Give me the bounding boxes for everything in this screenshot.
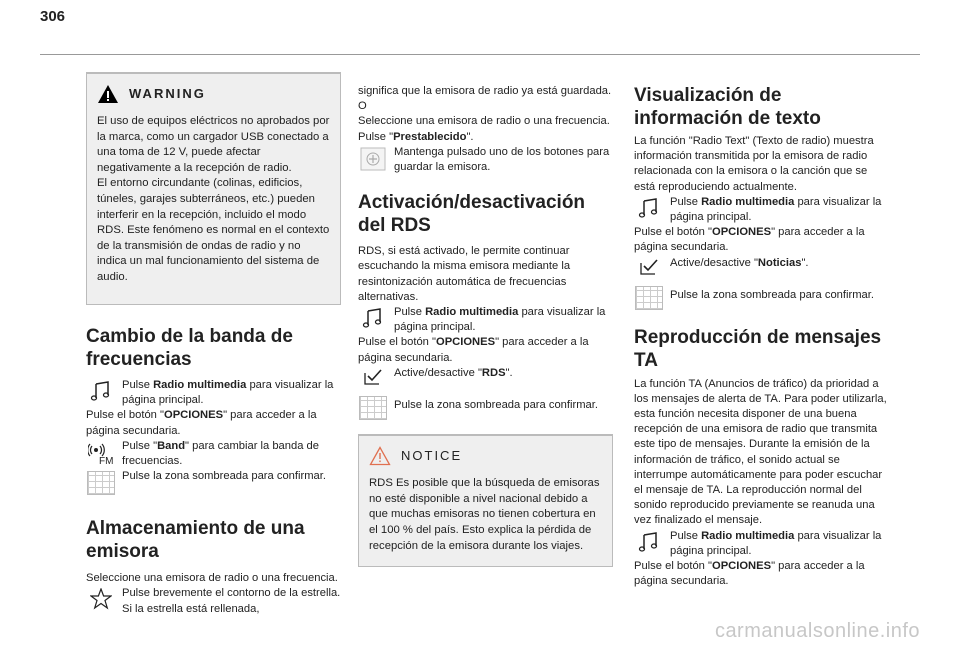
notice-triangle-icon [369, 446, 391, 466]
header-rule [40, 54, 920, 55]
site-watermark: carmanualsonline.info [714, 620, 920, 642]
star-outline-icon [90, 588, 112, 610]
store-step-2: Mantenga pulsado uno de los botones para guardar la emisora. [358, 145, 613, 175]
rds-heading: Activación/desactivación del RDS [358, 192, 586, 237]
music-note-icon [90, 380, 112, 402]
store-para-3: Pulse "Prestablecido". [358, 130, 474, 143]
svg-text:FM: FM [99, 455, 114, 465]
notice-title: NOTICE [401, 448, 463, 464]
band-step-2: FM Pulse "Band" para cambiar la banda de frecuencias. [86, 439, 341, 469]
preset-add-icon [360, 147, 386, 171]
column-3 [634, 84, 889, 589]
shaded-zone-icon [359, 396, 387, 420]
checkbox-toggle-icon [363, 368, 383, 386]
ta-heading: Reproducción de mensajes TA [634, 326, 882, 371]
notice-text: RDS Es posible que la búsqueda de emisoras no esté disponible a nivel nacional debido a que muchas emisoras no tienen cobertura en el 100 % del país. Esto explica la pérdida de recepción de la emisora durante los viajes. [369, 476, 600, 553]
rds-step-1: Pulse Radio multimedia para visualizar la página principal. [358, 305, 613, 335]
music-note-icon [638, 531, 660, 553]
ta-para-2: Pulse el botón "OPCIONES" para acceder a la página secundaria. [634, 560, 865, 588]
radiotext-step-1: Pulse Radio multimedia para visualizar la página principal. [634, 195, 889, 225]
music-note-icon [362, 307, 384, 329]
band-step-3: Pulse la zona sombreada para confirmar. [86, 469, 341, 495]
music-note-icon [638, 197, 660, 219]
band-para-1: Pulse el botón "OPCIONES" para acceder a la página secundaria. [86, 409, 317, 437]
band-heading: Cambio de la banda de frecuencias [86, 326, 293, 370]
store-or: O [358, 100, 367, 113]
radiotext-step-3: Pulse la zona sombreada para confirmar. [634, 284, 889, 310]
radiotext-para-2: Pulse el botón "OPCIONES" para acceder a la página secundaria. [634, 226, 865, 254]
rds-step-2: Active/desactive "RDS". [358, 366, 613, 386]
store-para-1: Seleccione una emisora de radio o una frecuencia. [86, 572, 338, 585]
store-continued: significa que la emisora de radio ya está guardada. [358, 85, 612, 97]
rds-para-2: Pulse el botón "OPCIONES" para acceder a la página secundaria. [358, 336, 589, 364]
radiotext-heading: Visualización de información de texto [634, 85, 821, 129]
store-step-1: Pulse brevemente el contorno de la estrella. Si la estrella está rellenada, [86, 586, 341, 616]
ta-step-1: Pulse Radio multimedia para visualizar la página principal. [634, 529, 889, 559]
warning-text: El uso de equipos eléctricos no aprobados por la marca, como un cargador USB conectado a una toma de 12 V, puede afectar negativamente a la recepción de radio. El entorno circundante (colinas, edificios, túneles, garajes subterráneos, etc.) pueden interferir en la recepción, incluido el modo RDS. Este fenómeno es normal en el contexto de la transmisión de ondas de radio y no indica un mal funcionamiento del sistema de audio. [97, 115, 330, 283]
rds-step-3: Pulse la zona sombreada para confirmar. [358, 394, 613, 420]
shaded-zone-icon [635, 286, 663, 310]
rds-para-1: RDS, si está activado, le permite continuar escuchando la misma emisora mediante la resintonización automática de frecuencias alternativas. [358, 245, 571, 303]
store-para-2: Seleccione una emisora de radio o una frecuencia. [358, 115, 610, 128]
column-1 [86, 72, 341, 617]
shaded-zone-icon [87, 471, 115, 495]
fm-radio-icon [88, 441, 114, 465]
radiotext-step-2: Active/desactive "Noticias". [634, 256, 889, 276]
column-2 [358, 84, 613, 567]
store-heading: Almacenamiento de una emisora [86, 518, 305, 563]
warning-box [86, 72, 341, 305]
ta-para-1: La función TA (Anuncios de tráfico) da prioridad a los mensajes de alerta de TA. Para poder utilizarla, esta función necesita disponer de una buena recepción de una emisora de radio que transmita este tipo de mensajes. Durante la emisión de la información de tráfico, el sonido actual se interrumpe automáticamente para poder escuchar el mensaje de TA. La reproducción normal del sonido reproducido previamente se reanuda una vez finalizado el mensaje. [634, 377, 887, 527]
page-number: 306 [40, 8, 66, 25]
warning-triangle-icon [97, 84, 119, 104]
checkbox-toggle-icon [639, 258, 659, 276]
notice-box [358, 434, 613, 567]
radiotext-para-1: La función "Radio Text" (Texto de radio) muestra información transmitida por la emisora de radio relacionada con la emisora o la canción que se está reproduciendo actualmente. [634, 135, 874, 193]
band-step-1: Pulse Radio multimedia para visualizar la página principal. [86, 378, 341, 408]
warning-title: WARNING [129, 86, 206, 102]
